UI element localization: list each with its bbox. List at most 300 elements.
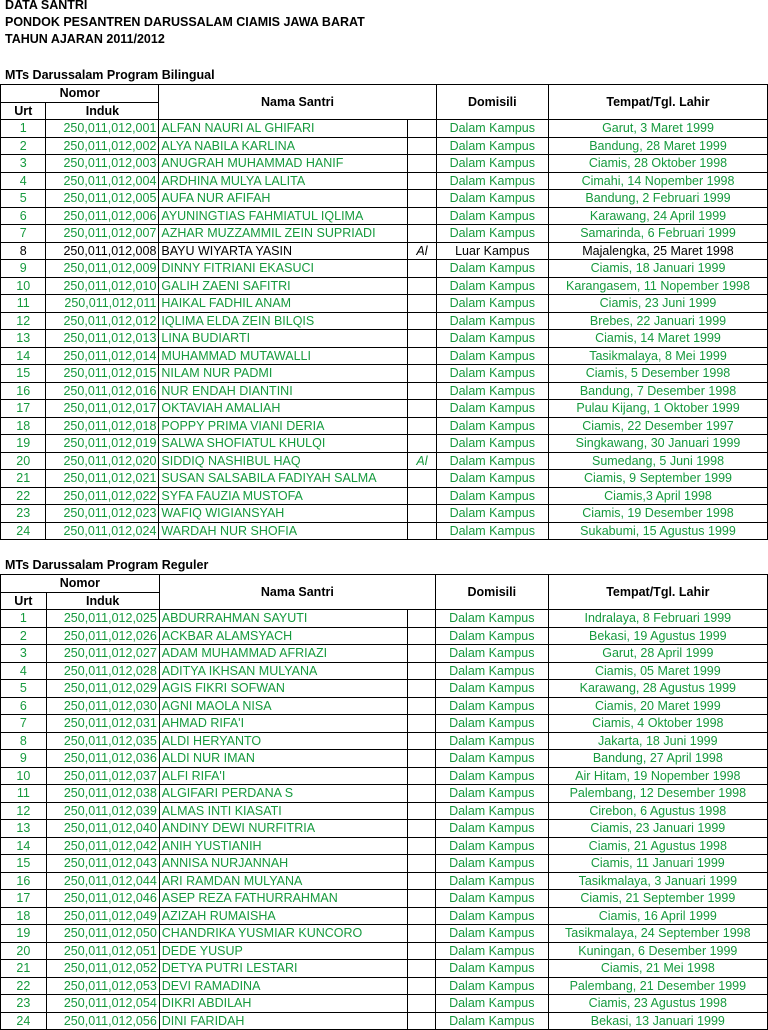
cell-domisili: Dalam Kampus: [436, 522, 548, 540]
cell-lahir: Garut, 3 Maret 1999: [549, 120, 768, 138]
cell-domisili: Dalam Kampus: [435, 855, 548, 873]
cell-urt: 17: [1, 890, 47, 908]
cell-domisili: Dalam Kampus: [435, 680, 548, 698]
cell-nama: LINA BUDIARTI: [159, 330, 408, 348]
cell-nama: ALDI NUR IMAN: [159, 750, 407, 768]
cell-flag: [408, 960, 436, 978]
table-row: [1, 697, 768, 715]
cell-urt: 7: [1, 225, 46, 243]
table-row: [1, 802, 768, 820]
table-row: [1, 627, 768, 645]
cell-nama: ANNISA NURJANNAH: [159, 855, 407, 873]
cell-urt: 11: [1, 295, 46, 313]
table-row: [1, 732, 768, 750]
cell-induk: 250,011,012,049: [46, 907, 159, 925]
cell-domisili: Dalam Kampus: [436, 365, 548, 383]
cell-nama: IQLIMA ELDA ZEIN BILQIS: [159, 312, 408, 330]
column-header-nomor: Nomor: [1, 575, 160, 593]
cell-urt: 23: [1, 505, 46, 523]
cell-flag: [408, 260, 436, 278]
cell-domisili: Dalam Kampus: [436, 260, 548, 278]
table-row: [1, 120, 768, 138]
table-row: [1, 995, 768, 1013]
cell-domisili: Dalam Kampus: [436, 190, 548, 208]
cell-induk: 250,011,012,014: [46, 347, 159, 365]
cell-induk: 250,011,012,021: [46, 470, 159, 488]
cell-lahir: Ciamis, 23 Juni 1999: [549, 295, 768, 313]
cell-domisili: Dalam Kampus: [435, 960, 548, 978]
institution-name: PONDOK PESANTREN DARUSSALAM CIAMIS JAWA BARAT: [5, 15, 365, 29]
cell-induk: 250,011,012,001: [46, 120, 159, 138]
cell-lahir: Cirebon, 6 Agustus 1998: [548, 802, 767, 820]
cell-flag: [408, 417, 436, 435]
cell-flag: [408, 522, 436, 540]
cell-urt: 22: [1, 487, 46, 505]
cell-nama: CHANDRIKA YUSMIAR KUNCORO: [159, 925, 407, 943]
cell-nama: ADITYA IKHSAN MULYANA: [159, 662, 407, 680]
cell-domisili: Dalam Kampus: [436, 277, 548, 295]
cell-induk: 250,011,012,028: [46, 662, 159, 680]
cell-flag: [408, 820, 436, 838]
cell-nama: WAFIQ WIGIANSYAH: [159, 505, 408, 523]
cell-induk: 250,011,012,039: [46, 802, 159, 820]
cell-lahir: Bandung, 7 Desember 1998: [549, 382, 768, 400]
cell-urt: 18: [1, 417, 46, 435]
cell-induk: 250,011,012,009: [46, 260, 159, 278]
cell-induk: 250,011,012,024: [46, 522, 159, 540]
cell-domisili: Dalam Kampus: [436, 487, 548, 505]
cell-urt: 11: [1, 785, 47, 803]
cell-induk: 250,011,012,031: [46, 715, 159, 733]
cell-lahir: Ciamis, 21 Agustus 1998: [548, 837, 767, 855]
cell-flag: [408, 750, 436, 768]
column-header-induk: Induk: [46, 592, 159, 610]
cell-urt: 3: [1, 645, 47, 663]
cell-urt: 6: [1, 207, 46, 225]
cell-urt: 17: [1, 400, 46, 418]
cell-domisili: Dalam Kampus: [435, 802, 548, 820]
cell-induk: 250,011,012,018: [46, 417, 159, 435]
cell-lahir: Ciamis, 19 Desember 1998: [549, 505, 768, 523]
cell-urt: 12: [1, 312, 46, 330]
cell-induk: 250,011,012,019: [46, 435, 159, 453]
table-row: [1, 137, 768, 155]
cell-domisili: Dalam Kampus: [435, 610, 548, 628]
table-row: [1, 610, 768, 628]
cell-domisili: Dalam Kampus: [436, 295, 548, 313]
cell-nama: HAIKAL FADHIL ANAM: [159, 295, 408, 313]
cell-nama: ALGIFARI PERDANA S: [159, 785, 407, 803]
cell-flag: [408, 400, 436, 418]
cell-nama: ALFAN NAURI AL GHIFARI: [159, 120, 408, 138]
cell-lahir: Ciamis, 14 Maret 1999: [549, 330, 768, 348]
table-row: [1, 960, 768, 978]
cell-domisili: Dalam Kampus: [436, 400, 548, 418]
cell-flag: [408, 295, 436, 313]
table-row: [1, 890, 768, 908]
cell-domisili: Dalam Kampus: [435, 750, 548, 768]
column-header-domisili: Domisili: [435, 575, 548, 610]
cell-lahir: Karawang, 28 Agustus 1999: [548, 680, 767, 698]
cell-flag: [408, 347, 436, 365]
cell-nama: ALYA NABILA KARLINA: [159, 137, 408, 155]
cell-induk: 250,011,012,053: [46, 977, 159, 995]
cell-flag: Al: [408, 452, 436, 470]
cell-flag: [408, 190, 436, 208]
table-body: [1, 120, 768, 540]
cell-domisili: Dalam Kampus: [436, 417, 548, 435]
cell-domisili: Dalam Kampus: [436, 172, 548, 190]
cell-flag: [408, 225, 436, 243]
cell-induk: 250,011,012,012: [46, 312, 159, 330]
cell-urt: 13: [1, 330, 46, 348]
column-header-nama: Nama Santri: [159, 85, 436, 120]
table-row: [1, 907, 768, 925]
cell-lahir: Indralaya, 8 Februari 1999: [548, 610, 767, 628]
cell-lahir: Bandung, 28 Maret 1999: [549, 137, 768, 155]
cell-nama: MUHAMMAD MUTAWALLI: [159, 347, 408, 365]
column-header-induk: Induk: [46, 102, 159, 120]
cell-nama: ALMAS INTI KIASATI: [159, 802, 407, 820]
cell-domisili: Dalam Kampus: [436, 225, 548, 243]
cell-induk: 250,011,012,015: [46, 365, 159, 383]
cell-nama: SIDDIQ NASHIBUL HAQ: [159, 452, 408, 470]
column-header-lahir: Tempat/Tgl. Lahir: [548, 575, 767, 610]
cell-urt: 19: [1, 435, 46, 453]
table-row: [1, 470, 768, 488]
cell-nama: NILAM NUR PADMI: [159, 365, 408, 383]
students-table-bilingual: [0, 84, 768, 540]
cell-lahir: Bandung, 2 Februari 1999: [549, 190, 768, 208]
cell-domisili: Dalam Kampus: [435, 697, 548, 715]
cell-induk: 250,011,012,020: [46, 452, 159, 470]
cell-induk: 250,011,012,008: [46, 242, 159, 260]
cell-urt: 19: [1, 925, 47, 943]
cell-induk: 250,011,012,052: [46, 960, 159, 978]
cell-flag: [408, 925, 436, 943]
cell-lahir: Ciamis, 23 Agustus 1998: [548, 995, 767, 1013]
cell-nama: OKTAVIAH AMALIAH: [159, 400, 408, 418]
cell-lahir: Sukabumi, 15 Agustus 1999: [549, 522, 768, 540]
cell-induk: 250,011,012,002: [46, 137, 159, 155]
cell-domisili: Dalam Kampus: [436, 330, 548, 348]
students-table-reguler: [0, 574, 768, 1030]
cell-induk: 250,011,012,044: [46, 872, 159, 890]
cell-induk: 250,011,012,026: [46, 627, 159, 645]
table-row: [1, 365, 768, 383]
cell-flag: [408, 382, 436, 400]
cell-induk: 250,011,012,007: [46, 225, 159, 243]
cell-nama: ANIH YUSTIANIH: [159, 837, 407, 855]
cell-induk: 250,011,012,037: [46, 767, 159, 785]
cell-flag: [408, 312, 436, 330]
cell-lahir: Ciamis, 4 Oktober 1998: [548, 715, 767, 733]
cell-urt: 18: [1, 907, 47, 925]
cell-nama: DINI FARIDAH: [159, 1012, 407, 1030]
table-row: [1, 207, 768, 225]
cell-flag: [408, 610, 436, 628]
cell-nama: AUFA NUR AFIFAH: [159, 190, 408, 208]
cell-nama: DEVI RAMADINA: [159, 977, 407, 995]
table-row: [1, 837, 768, 855]
cell-urt: 10: [1, 767, 47, 785]
cell-domisili: Dalam Kampus: [436, 470, 548, 488]
table-row: [1, 645, 768, 663]
cell-domisili: Dalam Kampus: [435, 732, 548, 750]
table-row: [1, 225, 768, 243]
cell-flag: [408, 365, 436, 383]
table-row: [1, 347, 768, 365]
cell-urt: 14: [1, 347, 46, 365]
cell-domisili: Dalam Kampus: [436, 347, 548, 365]
cell-domisili: Dalam Kampus: [435, 942, 548, 960]
cell-induk: 250,011,012,050: [46, 925, 159, 943]
cell-induk: 250,011,012,004: [46, 172, 159, 190]
cell-nama: ANDINY DEWI NURFITRIA: [159, 820, 407, 838]
cell-nama: AHMAD RIFA'I: [159, 715, 407, 733]
cell-flag: [408, 837, 436, 855]
cell-domisili: Dalam Kampus: [435, 715, 548, 733]
cell-flag: [408, 435, 436, 453]
cell-nama: DEDE YUSUP: [159, 942, 407, 960]
cell-urt: 16: [1, 382, 46, 400]
cell-urt: 5: [1, 680, 47, 698]
column-header-lahir: Tempat/Tgl. Lahir: [549, 85, 768, 120]
cell-domisili: Dalam Kampus: [436, 452, 548, 470]
cell-induk: 250,011,012,036: [46, 750, 159, 768]
cell-lahir: Singkawang, 30 Januari 1999: [549, 435, 768, 453]
cell-lahir: Ciamis, 11 Januari 1999: [548, 855, 767, 873]
cell-domisili: Dalam Kampus: [436, 120, 548, 138]
cell-nama: ADAM MUHAMMAD AFRIAZI: [159, 645, 407, 663]
cell-nama: AZHAR MUZZAMMIL ZEIN SUPRIADI: [159, 225, 408, 243]
table-row: [1, 1012, 768, 1030]
cell-nama: ANUGRAH MUHAMMAD HANIF: [159, 155, 408, 173]
cell-lahir: Ciamis, 28 Oktober 1998: [549, 155, 768, 173]
academic-year: TAHUN AJARAN 2011/2012: [5, 32, 165, 46]
cell-nama: DETYA PUTRI LESTARI: [159, 960, 407, 978]
cell-nama: SYFA FAUZIA MUSTOFA: [159, 487, 408, 505]
table-row: [1, 925, 768, 943]
cell-lahir: Ciamis, 21 Mei 1998: [548, 960, 767, 978]
cell-domisili: Dalam Kampus: [436, 155, 548, 173]
cell-induk: 250,011,012,043: [46, 855, 159, 873]
table-row: [1, 505, 768, 523]
cell-lahir: Palembang, 21 Desember 1999: [548, 977, 767, 995]
table-row: [1, 785, 768, 803]
cell-nama: ARI RAMDAN MULYANA: [159, 872, 407, 890]
cell-urt: 3: [1, 155, 46, 173]
cell-lahir: Karawang, 24 April 1999: [549, 207, 768, 225]
cell-lahir: Bekasi, 19 Agustus 1999: [548, 627, 767, 645]
cell-flag: [408, 505, 436, 523]
table-row: [1, 172, 768, 190]
cell-flag: [408, 802, 436, 820]
cell-lahir: Karangasem, 11 Nopember 1998: [549, 277, 768, 295]
cell-flag: [408, 172, 436, 190]
cell-nama: POPPY PRIMA VIANI DERIA: [159, 417, 408, 435]
cell-urt: 4: [1, 172, 46, 190]
cell-domisili: Luar Kampus: [436, 242, 548, 260]
cell-induk: 250,011,012,016: [46, 382, 159, 400]
cell-nama: AYUNINGTIAS FAHMIATUL IQLIMA: [159, 207, 408, 225]
table-row: [1, 872, 768, 890]
cell-urt: 24: [1, 1012, 47, 1030]
column-header-urt: Urt: [1, 592, 47, 610]
table-row: [1, 260, 768, 278]
cell-lahir: Ciamis, 21 September 1999: [548, 890, 767, 908]
cell-domisili: Dalam Kampus: [435, 890, 548, 908]
cell-nama: WARDAH NUR SHOFIA: [159, 522, 408, 540]
table-row: [1, 312, 768, 330]
cell-lahir: Tasikmalaya, 24 September 1998: [548, 925, 767, 943]
cell-urt: 9: [1, 750, 47, 768]
cell-domisili: Dalam Kampus: [436, 435, 548, 453]
cell-lahir: Cimahi, 14 Nopember 1998: [549, 172, 768, 190]
cell-urt: 5: [1, 190, 46, 208]
cell-nama: AZIZAH RUMAISHA: [159, 907, 407, 925]
cell-urt: 21: [1, 960, 47, 978]
cell-flag: [408, 487, 436, 505]
column-header-nomor: Nomor: [1, 85, 159, 103]
table-row: [1, 295, 768, 313]
table-row: [1, 435, 768, 453]
cell-domisili: Dalam Kampus: [435, 925, 548, 943]
document-header: [5, 0, 365, 48]
cell-lahir: Bandung, 27 April 1998: [548, 750, 767, 768]
cell-induk: 250,011,012,013: [46, 330, 159, 348]
cell-lahir: Brebes, 22 Januari 1999: [549, 312, 768, 330]
cell-nama: ABDURRAHMAN SAYUTI: [159, 610, 407, 628]
table-row: [1, 452, 768, 470]
cell-flag: Al: [408, 242, 436, 260]
cell-lahir: Ciamis, 23 Januari 1999: [548, 820, 767, 838]
table-row: [1, 242, 768, 260]
table-row: [1, 680, 768, 698]
cell-flag: [408, 137, 436, 155]
cell-flag: [408, 767, 436, 785]
cell-induk: 250,011,012,025: [46, 610, 159, 628]
cell-domisili: Dalam Kampus: [435, 837, 548, 855]
cell-domisili: Dalam Kampus: [436, 505, 548, 523]
cell-flag: [408, 155, 436, 173]
cell-flag: [408, 680, 436, 698]
cell-induk: 250,011,012,054: [46, 995, 159, 1013]
cell-domisili: Dalam Kampus: [436, 137, 548, 155]
cell-urt: 4: [1, 662, 47, 680]
cell-nama: ACKBAR ALAMSYACH: [159, 627, 407, 645]
table-row: [1, 487, 768, 505]
cell-domisili: Dalam Kampus: [435, 645, 548, 663]
cell-domisili: Dalam Kampus: [435, 627, 548, 645]
cell-flag: [408, 662, 436, 680]
cell-flag: [408, 907, 436, 925]
cell-nama: AGIS FIKRI SOFWAN: [159, 680, 407, 698]
table-row: [1, 767, 768, 785]
cell-urt: 2: [1, 137, 46, 155]
cell-domisili: Dalam Kampus: [435, 820, 548, 838]
cell-urt: 15: [1, 855, 47, 873]
section-title-reguler: MTs Darussalam Program Reguler: [5, 558, 209, 572]
cell-domisili: Dalam Kampus: [436, 312, 548, 330]
cell-nama: DINNY FITRIANI EKASUCI: [159, 260, 408, 278]
cell-flag: [408, 715, 436, 733]
cell-induk: 250,011,012,011: [46, 295, 159, 313]
cell-domisili: Dalam Kampus: [435, 662, 548, 680]
cell-lahir: Ciamis, 9 September 1999: [549, 470, 768, 488]
cell-nama: ARDHINA MULYA LALITA: [159, 172, 408, 190]
cell-flag: [408, 872, 436, 890]
cell-induk: 250,011,012,030: [46, 697, 159, 715]
table-row: [1, 400, 768, 418]
cell-induk: 250,011,012,005: [46, 190, 159, 208]
table-row: [1, 750, 768, 768]
cell-lahir: Ciamis, 20 Maret 1999: [548, 697, 767, 715]
cell-lahir: Majalengka, 25 Maret 1998: [549, 242, 768, 260]
section-title-bilingual: MTs Darussalam Program Bilingual: [5, 68, 215, 82]
cell-lahir: Bekasi, 13 Januari 1999: [548, 1012, 767, 1030]
cell-flag: [408, 277, 436, 295]
cell-flag: [408, 1012, 436, 1030]
cell-nama: ALFI RIFA'I: [159, 767, 407, 785]
cell-lahir: Air Hitam, 19 Nopember 1998: [548, 767, 767, 785]
cell-induk: 250,011,012,042: [46, 837, 159, 855]
table-row: [1, 977, 768, 995]
cell-domisili: Dalam Kampus: [435, 1012, 548, 1030]
cell-flag: [408, 120, 436, 138]
cell-flag: [408, 732, 436, 750]
cell-domisili: Dalam Kampus: [435, 785, 548, 803]
cell-urt: 13: [1, 820, 47, 838]
cell-flag: [408, 627, 436, 645]
cell-lahir: Jakarta, 18 Juni 1999: [548, 732, 767, 750]
column-header-urt: Urt: [1, 102, 46, 120]
cell-urt: 20: [1, 942, 47, 960]
cell-flag: [408, 470, 436, 488]
cell-urt: 8: [1, 242, 46, 260]
cell-lahir: Ciamis, 05 Maret 1999: [548, 662, 767, 680]
table-row: [1, 155, 768, 173]
cell-induk: 250,011,012,010: [46, 277, 159, 295]
cell-lahir: Samarinda, 6 Februari 1999: [549, 225, 768, 243]
cell-domisili: Dalam Kampus: [435, 872, 548, 890]
cell-urt: 8: [1, 732, 47, 750]
cell-urt: 15: [1, 365, 46, 383]
cell-flag: [408, 207, 436, 225]
cell-nama: ALDI HERYANTO: [159, 732, 407, 750]
cell-lahir: Ciamis, 22 Desember 1997: [549, 417, 768, 435]
cell-induk: 250,011,012,017: [46, 400, 159, 418]
cell-domisili: Dalam Kampus: [435, 977, 548, 995]
cell-urt: 14: [1, 837, 47, 855]
cell-lahir: Kuningan, 6 Desember 1999: [548, 942, 767, 960]
cell-induk: 250,011,012,040: [46, 820, 159, 838]
cell-induk: 250,011,012,029: [46, 680, 159, 698]
cell-induk: 250,011,012,027: [46, 645, 159, 663]
doc-title: DATA SANTRI: [5, 0, 88, 12]
cell-lahir: Ciamis, 16 April 1999: [548, 907, 767, 925]
cell-flag: [408, 890, 436, 908]
cell-lahir: Ciamis,3 April 1998: [549, 487, 768, 505]
table-row: [1, 855, 768, 873]
table-row: [1, 820, 768, 838]
cell-induk: 250,011,012,056: [46, 1012, 159, 1030]
cell-lahir: Garut, 28 April 1999: [548, 645, 767, 663]
cell-domisili: Dalam Kampus: [436, 382, 548, 400]
table-row: [1, 942, 768, 960]
table-row: [1, 382, 768, 400]
cell-urt: 2: [1, 627, 47, 645]
